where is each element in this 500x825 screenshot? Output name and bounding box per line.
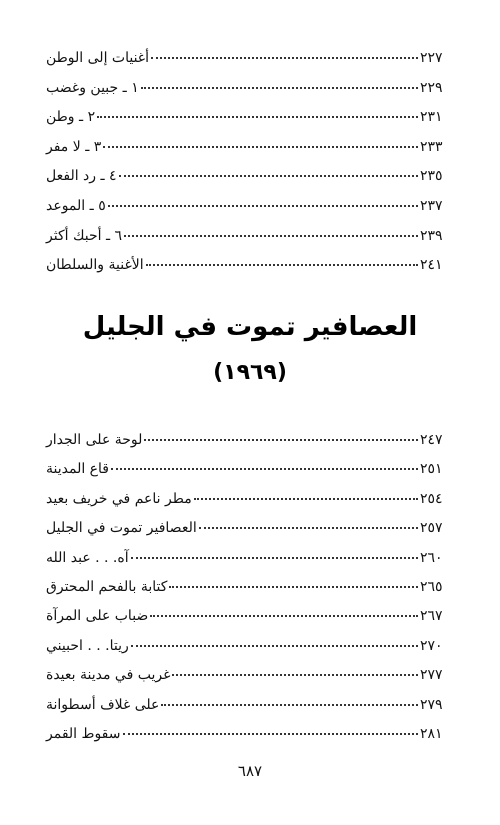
toc-entry-page: ٢٣٧ [420,197,443,214]
toc-entry [38,697,456,726]
toc-entry-page: ٢٣٩ [420,227,443,244]
dot-leader [172,673,418,676]
toc-entry-page: ٢٤٧ [420,432,443,448]
toc-entry-title: غريب في مدينة بعيدة [46,667,171,684]
toc-entry-page: ٢٣١ [420,109,443,126]
dot-leader [141,86,418,89]
toc-entry-title: كتابة بالفحم المحترق [46,578,168,595]
toc-entry-title: العصافير تموت في الجليل [46,520,197,537]
toc-entry-page: ٢٥٤ [420,490,443,507]
toc-entry-title: لوحة على الجدار [46,432,143,448]
toc-entry [38,80,456,110]
toc-entry [38,550,456,579]
dot-leader [199,526,418,529]
toc-entry-title: ٤ ـ رد الفعل [46,168,117,185]
toc-entry-page: ٢٢٩ [420,79,443,96]
toc-entry-page: ٢٦٥ [420,578,443,595]
toc-entry-title: ٥ ـ الموعد [46,197,106,214]
toc-list-top [38,50,456,287]
toc-entry [38,257,456,287]
dot-leader [169,585,418,588]
dot-leader [123,732,419,735]
dot-leader [161,703,418,706]
toc-entry-page: ٢٢٧ [420,50,443,66]
dot-leader [124,234,418,237]
toc-entry-title: ٣ ـ لا مفر [46,138,102,155]
dot-leader [194,497,418,500]
toc-entry [38,638,456,667]
toc-entry-page: ٢٨١ [420,725,443,742]
toc-entry [38,726,456,755]
toc-list-bottom [38,432,456,755]
dot-leader [146,263,418,266]
toc-entry-title: على غلاف أسطوانة [46,696,160,713]
toc-entry-title: ٦ ـ أحبك أكثر [46,227,123,244]
dot-leader [111,467,418,470]
toc-entry-title: ٢ ـ وطن [46,109,96,126]
dot-leader [108,204,418,207]
section-title: العصافير تموت في الجليل [82,312,418,342]
toc-entry-title: ريتا. . . احبيني [46,637,129,654]
toc-entry-page: ٢٤١ [420,257,443,274]
toc-entry [38,461,456,490]
toc-entry-page: ٢٧٠ [420,637,443,654]
toc-entry-page: ٢٣٥ [420,168,443,185]
dot-leader [151,56,418,59]
toc-entry [38,667,456,696]
toc-entry [38,520,456,549]
dot-leader [131,644,418,647]
dot-leader [103,145,418,148]
toc-entry [38,198,456,228]
toc-entry [38,168,456,198]
dot-leader [131,556,418,559]
toc-entry-title: ضباب على المرآة [46,608,149,625]
toc-entry-page: ٢٦٠ [420,549,443,566]
toc-entry [38,50,456,80]
toc-entry-page: ٢٥٧ [420,520,443,537]
toc-entry [38,109,456,139]
section-year: (١٩٦٩) [213,360,287,385]
page-number: ٦٨٧ [237,762,263,780]
toc-entry-title: آه. . . عبد الله [46,549,129,566]
toc-entry-title: الأغنية والسلطان [46,257,144,274]
toc-entry-title: أغنيات إلى الوطن [46,50,150,66]
toc-entry [38,228,456,258]
toc-entry-title: مطر ناعم في خريف بعيد [46,490,192,507]
toc-entry-page: ٢٦٧ [420,608,443,625]
toc-entry [38,139,456,169]
dot-leader [119,174,418,177]
toc-entry-page: ٢٧٩ [420,696,443,713]
toc-entry-page: ٢٣٣ [420,138,443,155]
toc-entry-page: ٢٥١ [420,461,443,478]
toc-entry-title: سقوط القمر [46,725,121,742]
dot-leader [150,614,418,617]
toc-entry [38,432,456,461]
toc-entry [38,579,456,608]
dot-leader [97,115,418,118]
toc-entry-title: قاع المدينة [46,461,109,478]
dot-leader [144,438,418,441]
toc-entry [38,608,456,637]
toc-entry [38,491,456,520]
toc-entry-page: ٢٧٧ [420,667,443,684]
toc-entry-title: ١ ـ جبين وغضب [46,79,139,96]
